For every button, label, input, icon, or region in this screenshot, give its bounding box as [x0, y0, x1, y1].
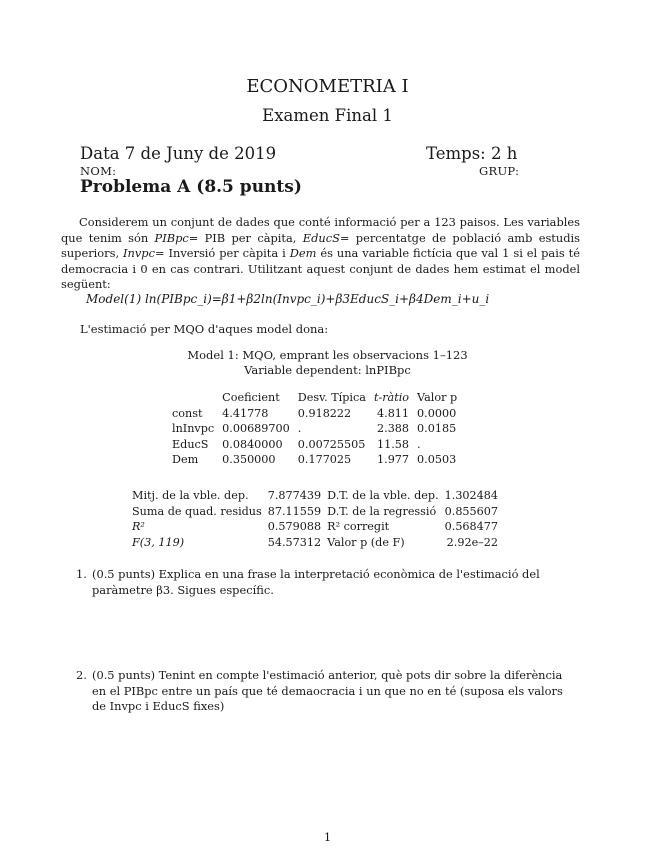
- table-cell: 0.0840000: [222, 437, 283, 451]
- stat-value: 87.11559: [267, 504, 322, 518]
- stat-value: 0.568477: [444, 520, 499, 534]
- question-number: 1.: [76, 567, 87, 581]
- model-equation: Model(1) ln(PIBpc_i)=β1+β2ln(Invpc_i)+β3EducS_i+β4Dem_i+u_i: [86, 292, 490, 306]
- intro-text: = PIB per càpita,: [188, 230, 303, 245]
- table-cell: 11.58: [377, 437, 410, 451]
- table-row: [129, 488, 501, 504]
- exam-subtitle: Examen Final 1: [262, 106, 393, 125]
- stat-value: 7.877439: [267, 489, 322, 503]
- table-cell: const: [172, 406, 203, 420]
- statistics-table: [129, 488, 501, 550]
- table-header: [168, 390, 218, 406]
- table-header: Desv. Típica: [297, 391, 366, 405]
- regression-title: Model 1: MQO, emprant les observacions 1–123: [187, 348, 468, 362]
- table-row: [129, 504, 501, 520]
- table-cell: 0.0503: [417, 453, 457, 467]
- question-number: 2.: [76, 668, 87, 682]
- intro-text: = percentatge de població amb estudis superiors,: [61, 230, 581, 261]
- table-header-row: [168, 390, 461, 406]
- table-cell: .: [417, 437, 421, 451]
- exam-date: Data 7 de Juny de 2019: [80, 144, 277, 163]
- table-cell: 0.918222: [297, 406, 352, 420]
- table-cell: 0.350000: [222, 453, 276, 467]
- var-educs: EducS: [302, 230, 340, 245]
- table-cell: lnInvpc: [172, 422, 215, 436]
- table-row: [168, 452, 461, 468]
- table-row: [168, 406, 461, 422]
- table-cell: .: [297, 422, 302, 436]
- table-header: Valor p: [417, 391, 458, 405]
- table-cell: 0.00725505: [297, 437, 366, 451]
- stat-value: 0.579088: [267, 520, 322, 534]
- intro-text: Considerem un conjunt de dades que conté informació per a 123 paisos. Les variables que tenim són: [61, 215, 580, 245]
- exam-time: Temps: 2 h: [426, 144, 518, 163]
- stat-value: 2.92e–22: [446, 535, 499, 549]
- name-label: NOM:: [80, 164, 117, 178]
- table-cell: 4.811: [377, 406, 410, 420]
- stat-label: Suma de quad. residus: [132, 504, 262, 518]
- table-cell: 2.388: [377, 422, 410, 436]
- table-cell: 1.977: [377, 453, 410, 467]
- table-header: Coeficient: [222, 391, 280, 405]
- var-pibpc: PIBpc: [154, 230, 189, 245]
- estimation-text: L'estimació per MQO d'aques model dona:: [80, 322, 329, 336]
- coefficient-table: [168, 390, 461, 468]
- table-cell: EducS: [172, 437, 209, 451]
- question-text: (0.5 punts) Explica en una frase la interpretació econòmica de l'estimació del paràmetre β3. Sigues específic.: [92, 567, 540, 597]
- stat-label: D.T. de la regressió: [327, 504, 437, 518]
- table-cell: 4.41778: [222, 406, 269, 420]
- stat-label: Mitj. de la vble. dep.: [132, 489, 249, 503]
- t-ratio-header: t-ràtio: [373, 391, 410, 405]
- stat-label: R²: [132, 520, 145, 534]
- table-cell: 0.00689700: [222, 422, 290, 436]
- intro-text: = Inversió per càpita i: [154, 246, 290, 261]
- problem-heading: Problema A (8.5 punts): [80, 177, 302, 197]
- table-cell: 0.177025: [297, 453, 352, 467]
- page-number: 1: [323, 830, 332, 844]
- table-row: [168, 421, 461, 437]
- table-cell: 0.0000: [417, 406, 457, 420]
- table-row: [129, 519, 501, 535]
- exam-title: ECONOMETRIA I: [246, 76, 409, 97]
- stat-label: Valor p (de F): [327, 535, 405, 549]
- stat-value: 1.302484: [444, 489, 499, 503]
- table-row: [129, 535, 501, 551]
- stat-label: R² corregit: [327, 520, 390, 534]
- intro-text: és una variable fictícia que val 1 si el pais té democracia i 0 en cas contrari. Utilitzant aquest conjunt de dades hem estimat el model següent:: [61, 246, 580, 292]
- table-cell: Dem: [172, 453, 199, 467]
- var-dem: Dem: [289, 246, 317, 261]
- stat-value: 54.57312: [267, 535, 322, 549]
- stat-label: F(3, 119): [132, 535, 185, 549]
- question-text: (0.5 punts) Tenint en compte l'estimació anterior, què pots dir sobre la diferència en el PIBpc entre un país que té demaocracia i un que no en té (suposa els valors de Invpc i EducS fixes): [92, 668, 563, 714]
- table-header: [370, 390, 413, 406]
- table-cell: 0.0185: [417, 422, 457, 436]
- group-label: GRUP:: [479, 164, 520, 178]
- stat-value: 0.855607: [444, 504, 499, 518]
- stat-label: D.T. de la vble. dep.: [327, 489, 439, 503]
- var-invpc: Invpc: [123, 246, 155, 261]
- regression-dependent: Variable dependent: lnPIBpc: [244, 363, 411, 377]
- table-row: [168, 437, 461, 453]
- problem-intro: [61, 215, 580, 293]
